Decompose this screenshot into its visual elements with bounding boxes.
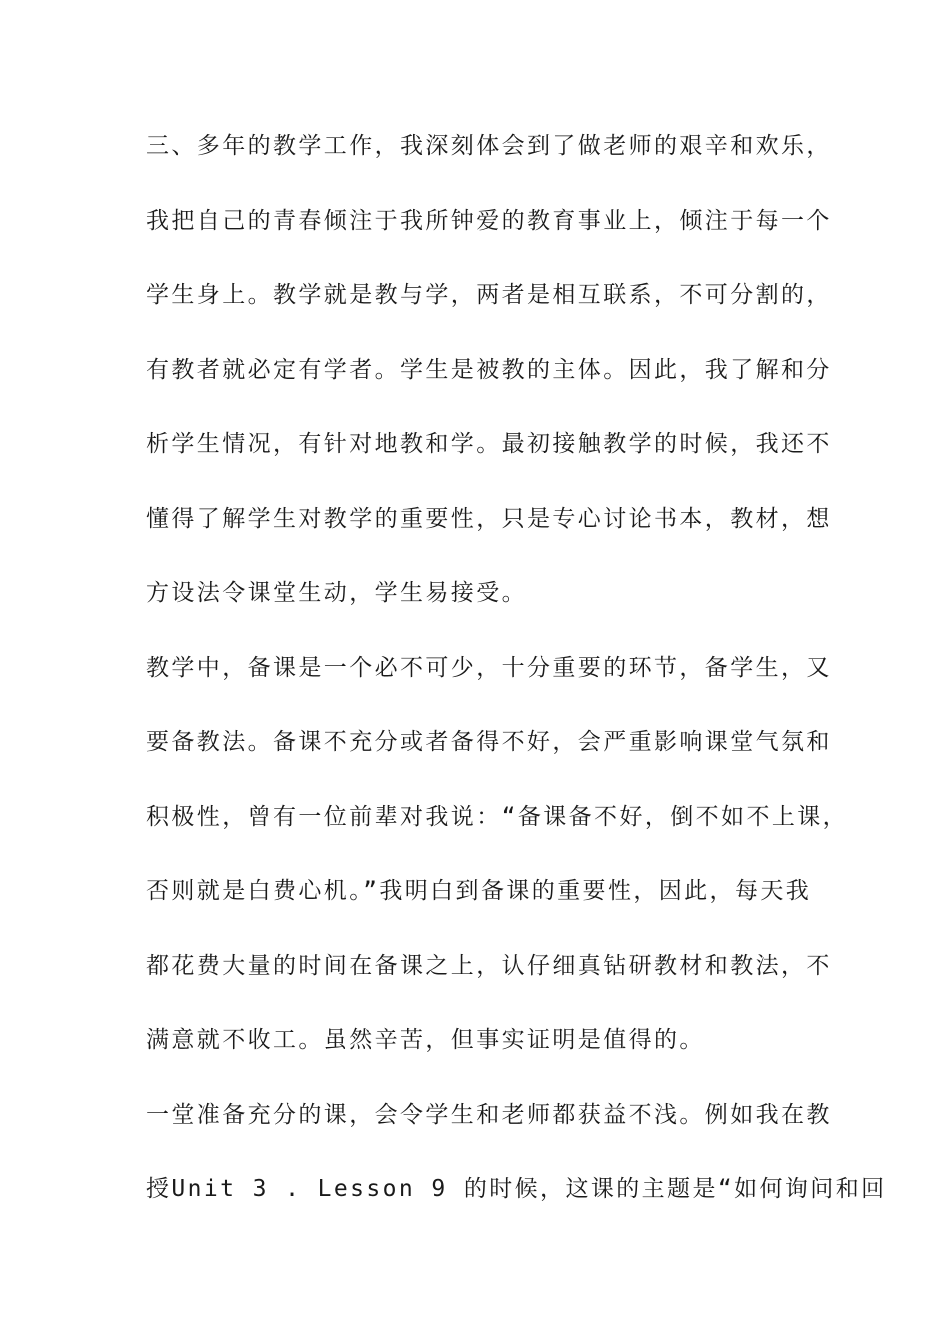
text-line: 有教者就必定有学者。学生是被教的主体。因此，我了解和分: [146, 356, 832, 383]
text-line: 三、多年的教学工作，我深刻体会到了做老师的艰辛和欢乐，: [146, 133, 832, 159]
text-line: 一堂准备充分的课，会令学生和老师都获益不浅。例如我在教: [146, 1101, 832, 1128]
body-text: [146, 131, 887, 1249]
text-line: 都花费大量的时间在备课之上，认仔细真钻研教材和教法，不: [146, 952, 832, 979]
text-line: 要备教法。备课不充分或者备得不好，会严重影响课堂气氛和: [146, 729, 832, 755]
text-line: 授Unit 3 . Lesson 9 的时候，这课的主题是“如何询问和回: [146, 1176, 887, 1202]
text-line: 学生身上。教学就是教与学，两者是相互联系，不可分割的，: [146, 282, 832, 308]
text-line: 否则就是白费心机。”我明白到备课的重要性，因此，每天我: [146, 878, 812, 904]
text-line: 懂得了解学生对教学的重要性，只是专心讨论书本，教材，想: [146, 505, 832, 532]
text-line: 析学生情况，有针对地教和学。最初接触教学的时候，我还不: [146, 431, 832, 457]
text-line: 积极性，曾有一位前辈对我说：“备课备不好，倒不如不上课，: [146, 803, 849, 830]
text-line: 我把自己的青春倾注于我所钟爱的教育事业上，倾注于每一个: [146, 207, 832, 234]
text-line: 满意就不收工。虽然辛苦，但事实证明是值得的。: [146, 1027, 705, 1053]
text-line: 方设法令课堂生动，学生易接受。: [146, 580, 527, 606]
text-line: 教学中，备课是一个必不可少，十分重要的环节，备学生，又: [146, 654, 832, 681]
